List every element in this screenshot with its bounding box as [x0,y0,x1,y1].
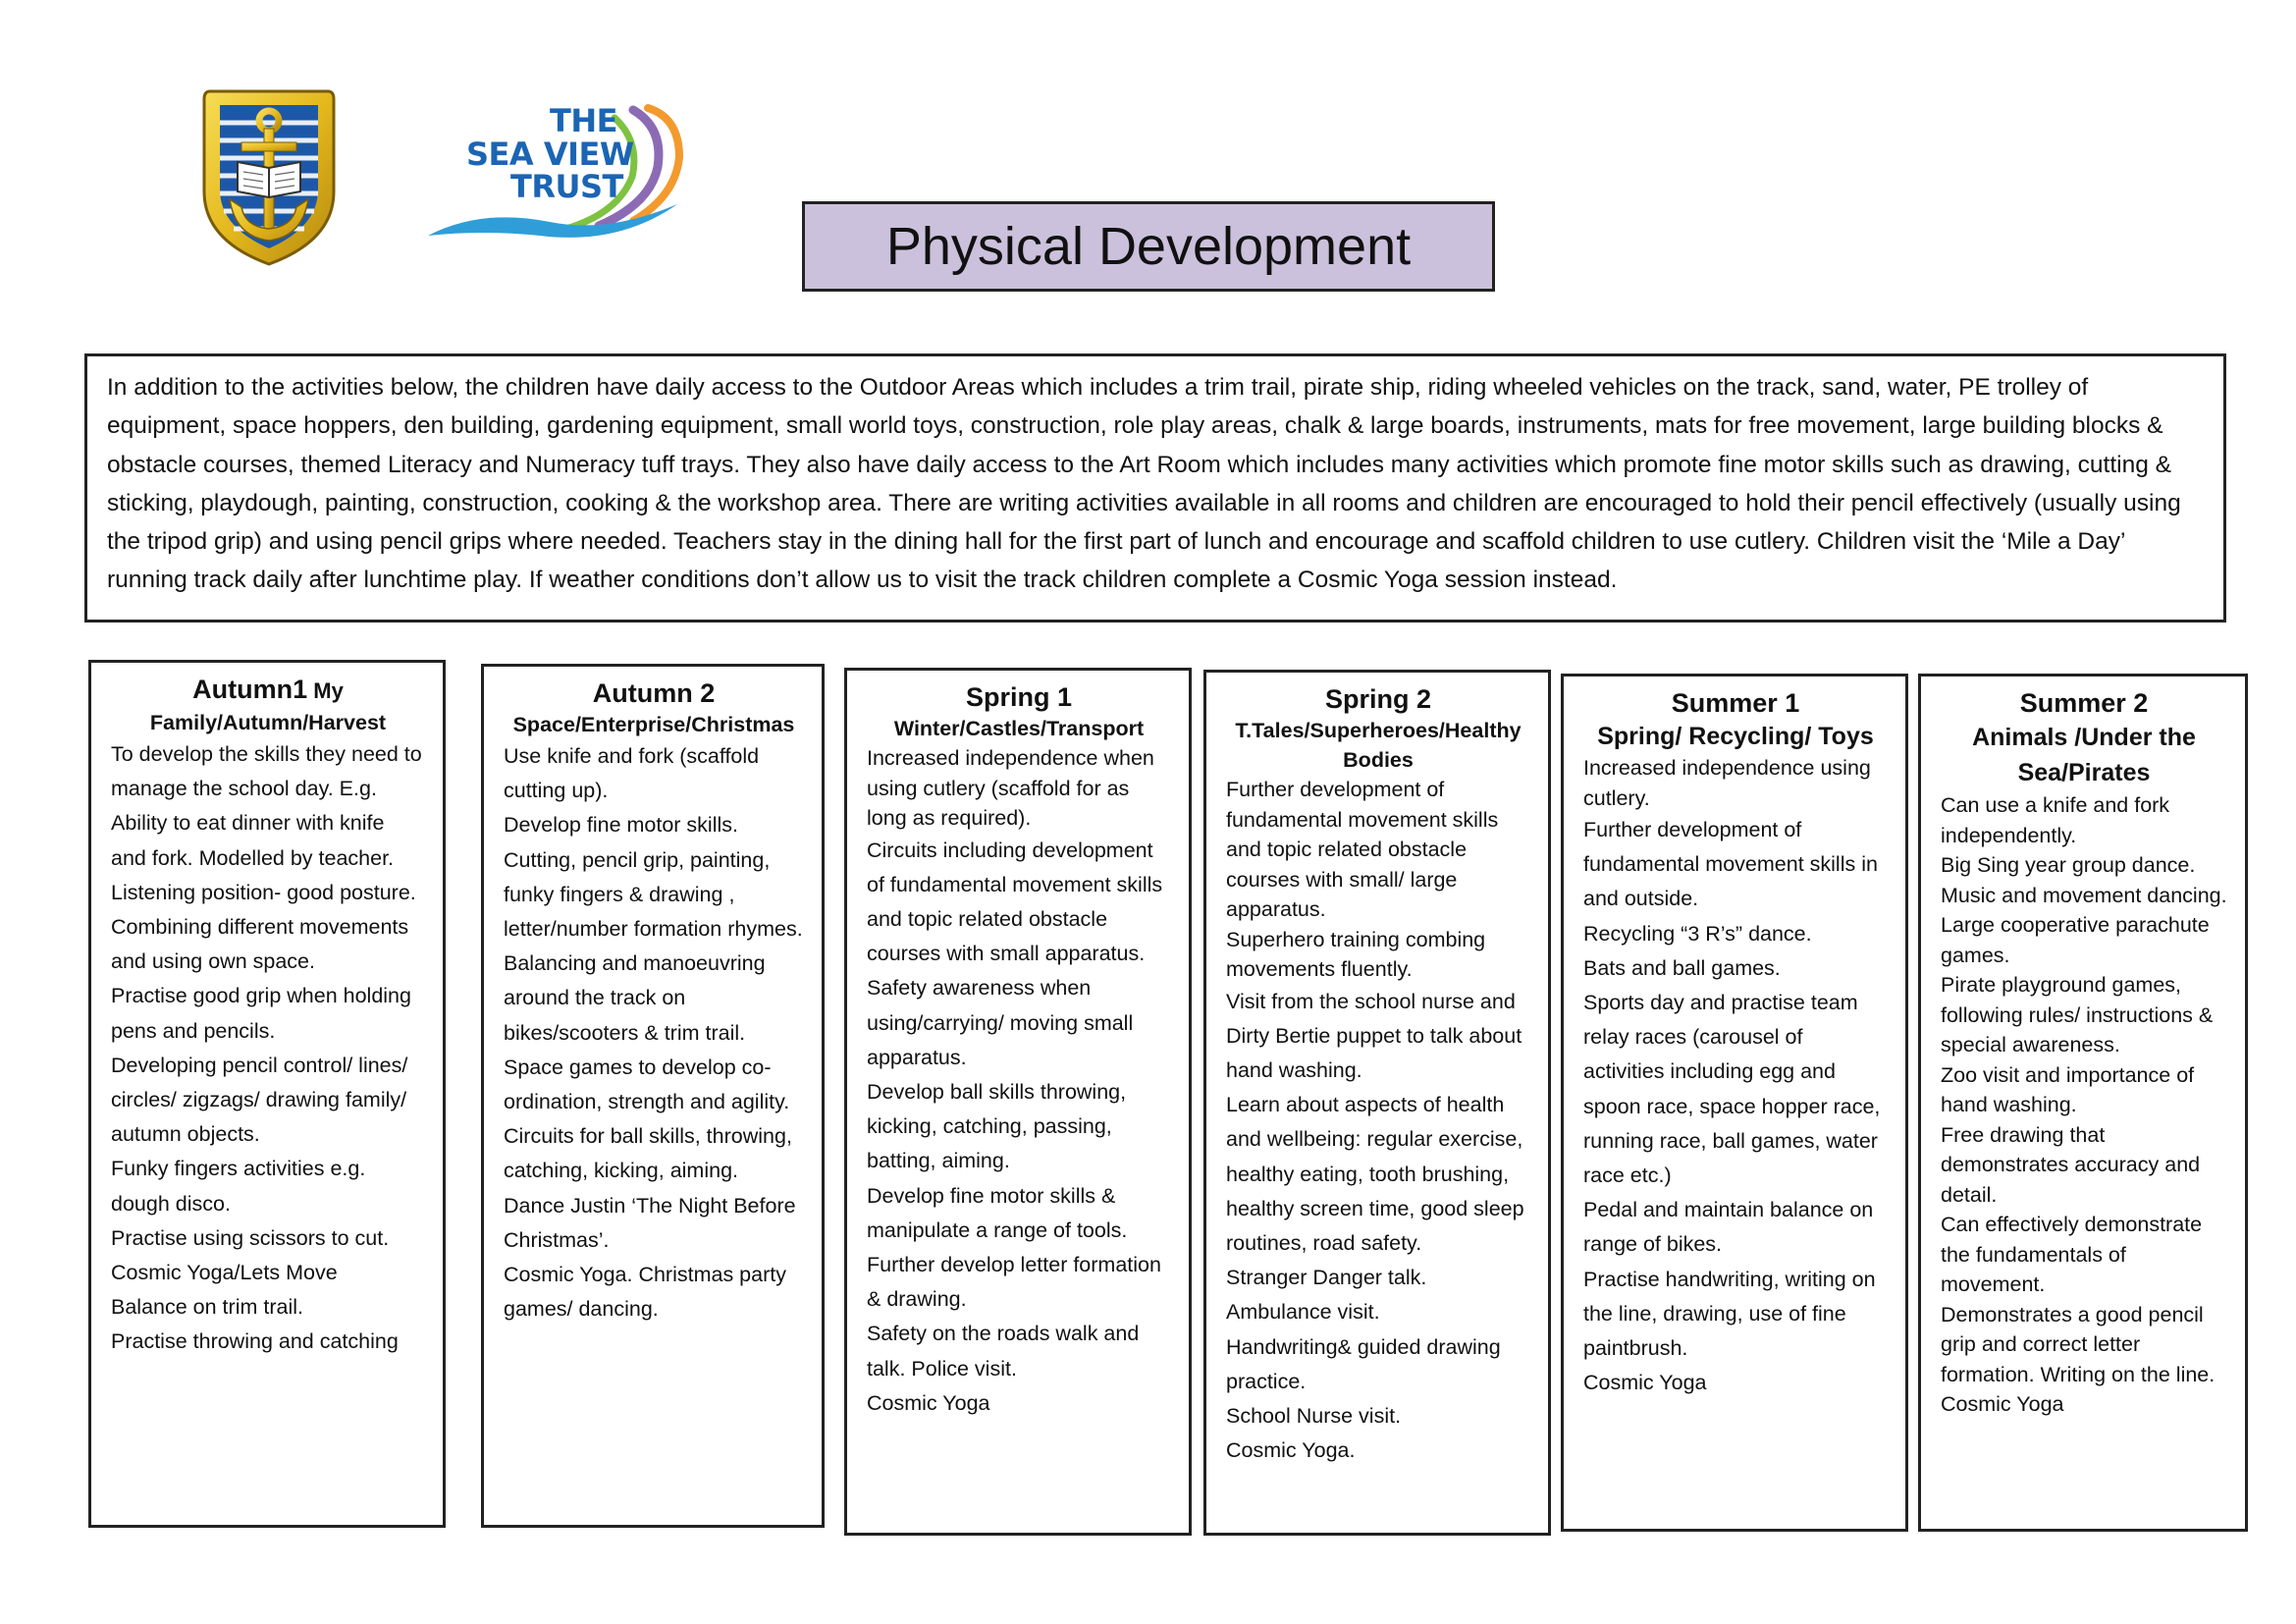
list-item: Further development of fundamental movement skills in and outside. [1583,818,1878,911]
list-item: Recycling “3 R’s” dance. [1583,921,1812,946]
list-item: Listening position- good posture. [111,880,416,904]
list-item: Practise good grip when holding pens and pencils. [111,984,411,1043]
list-item: Zoo visit and importance of hand washing. [1941,1062,2195,1116]
list-item: School Nurse visit. [1226,1403,1402,1428]
term-column-autumn-1 [88,660,446,1528]
term-title-suffix: My [307,678,344,703]
list-item: Ambulance visit. [1226,1300,1380,1325]
term-title: Autumn 2 [592,678,716,708]
list-item: Develop fine motor skills & manipulate a range of tools. [867,1183,1128,1242]
list-item: Further develop letter formation & drawing. [867,1252,1161,1312]
list-item: Stranger Danger talk. [1226,1266,1427,1290]
list-item: Cosmic Yoga [867,1390,990,1415]
list-item: Funky fingers activities e.g. dough disco. [111,1157,366,1216]
list-item: Increased independence using cutlery. [1583,756,1871,810]
term-title: Summer 2 [2019,688,2149,718]
list-item: Music and movement dancing. [1941,883,2227,907]
list-item: Safety on the roads walk and talk. Police visit. [867,1322,1140,1380]
list-item: Practise handwriting, writing on the line, drawing, use of fine paintbrush. [1583,1267,1876,1361]
topic-heading: T.Tales/Superheroes/Healthy Bodies [1235,719,1522,772]
list-item: Sports day and practise team relay races (carousel of activities including egg and spoon race, space hopper race, running race, ball games, water race etc.) [1583,991,1881,1188]
trust-logo-line-1: THE [550,102,617,139]
list-item: Cosmic Yoga/Lets Move [111,1261,338,1285]
sea-view-trust-logo [422,98,717,245]
list-item: Space games to develop co-ordination, strength and agility. [504,1055,790,1114]
list-item: To develop the skills they need to manage the school day. E.g. Ability to eat dinner with knife and fork. Modelled by teacher. [111,742,422,870]
list-item: Dance Justin ‘The Night Before Christmas’. [504,1193,796,1252]
activity-list [1226,775,1530,1468]
list-item: Can use a knife and fork independently. [1941,793,2170,847]
list-item: Can effectively demonstrate the fundamentals of movement. [1941,1213,2203,1296]
list-item: Further development of fundamental movement skills and topic related obstacle courses with small/ large apparatus. [1226,778,1499,921]
list-item: Learn about aspects of health and wellbeing: regular exercise, healthy eating, tooth brushing, healthy screen time, good sleep routines, road safety. [1226,1093,1524,1255]
list-item: Bats and ball games. [1583,955,1781,980]
topic-heading: Space/Enterprise/Christmas [512,713,795,736]
topic-heading: Winter/Castles/Transport [893,717,1145,740]
term-heading [111,673,425,708]
list-item: Practise throwing and catching [111,1329,399,1354]
list-item: Circuits for ball skills, throwing, catching, kicking, aiming. [504,1124,792,1183]
term-column-spring-2 [1203,670,1551,1536]
list-item: Superhero training combing movements fluently. [1226,927,1486,981]
topic-heading: Family/Autumn/Harvest [149,711,387,734]
list-item: Balancing and manoeuvring around the track on bikes/scooters & trim trail. [504,951,766,1045]
activity-list [867,743,1171,1421]
list-item: Combining different movements and using own space. [111,915,409,974]
page-title: Physical Development [802,201,1495,292]
term-title: Autumn1 [192,675,308,704]
activity-list [504,739,804,1326]
trust-logo-line-2: SEA VIEW [466,135,634,173]
activity-list [1583,753,1888,1400]
term-title: Spring 1 [965,682,1072,712]
list-item: Cosmic Yoga. [1226,1438,1356,1463]
school-crest-logo [196,83,342,270]
list-item: Cosmic Yoga [1583,1371,1707,1395]
list-item: Cosmic Yoga. Christmas party games/ dancing. [504,1263,786,1322]
list-item: Balance on trim trail. [111,1295,303,1320]
list-item: Cutting, pencil grip, painting, funky fingers & drawing , letter/number formation rhymes. [504,847,803,942]
list-item: Develop fine motor skills. [504,813,738,838]
topic-heading: Spring/ Recycling/ Toys [1597,723,1874,750]
trust-logo-line-3: TRUST [510,168,623,205]
list-item: Handwriting& guided drawing practice. [1226,1334,1501,1393]
list-item: Visit from the school nurse and Dirty Bertie puppet to talk about hand washing. [1226,989,1522,1082]
list-item: Practise using scissors to cut. [111,1225,390,1250]
list-item: Use knife and fork (scaffold cutting up). [504,744,760,803]
list-item: Increased independence when using cutlery (scaffold for as long as required). [867,746,1154,830]
list-item: Free drawing that demonstrates accuracy and detail. [1941,1122,2201,1207]
term-title: Summer 1 [1671,688,1800,718]
term-column-autumn-2 [481,664,825,1528]
list-item: Pirate playground games, following rules/ instructions & special awareness. [1941,973,2214,1056]
list-item: Develop ball skills throwing, kicking, catching, passing, batting, aiming. [867,1079,1127,1173]
intro-paragraph: In addition to the activities below, the children have daily access to the Outdoor Areas which includes a trim trail, pirate ship, riding wheeled vehicles on the track, sand, water, PE trolley of equipment, space hoppers, den building, gardening equipment, small world toys, construction, role play areas, chalk & large boards, instruments, mats for free movement, large building blocks & obstacle courses, themed Literacy and Numeracy tuff trays. They also have daily access to the Art Room which includes many activities which promote fine motor skills such as drawing, cutting & sticking, playdough, painting, construction, cooking & the workshop area. There are writing activities available in all rooms and children are encouraged to hold their pencil effectively (usually using the tripod grip) and using pencil grips where needed. Teachers stay in the dining hall for the first part of lunch and encourage and scaffold children to use cutlery. Children visit the ‘Mile a Day’ running track daily after lunchtime play. If weather conditions don’t allow us to visit the track children complete a Cosmic Yoga session instead. [84,353,2226,623]
list-item: Safety awareness when using/carrying/ moving small apparatus. [867,976,1134,1069]
list-item: Large cooperative parachute games. [1941,913,2210,967]
term-title: Spring 2 [1324,684,1431,714]
activity-list [111,737,425,1360]
list-item: Developing pencil control/ lines/ circles/ zigzags/ drawing family/ autumn objects. [111,1053,408,1147]
list-item: Demonstrates a good pencil grip and correct letter formation. Writing on the line. Cosmic Yoga [1941,1302,2216,1416]
list-item: Circuits including development of fundamental movement skills and topic related obstacle courses with small apparatus. [867,838,1163,966]
term-column-summer-2 [1918,674,2248,1532]
activity-list [1941,790,2227,1420]
topic-heading: Animals /Under the Sea/Pirates [1972,724,2196,786]
list-item: Big Sing year group dance. [1941,853,2196,877]
list-item: Pedal and maintain balance on range of bikes. [1583,1198,1874,1257]
term-column-summer-1 [1561,674,1908,1532]
term-column-spring-1 [844,668,1192,1536]
